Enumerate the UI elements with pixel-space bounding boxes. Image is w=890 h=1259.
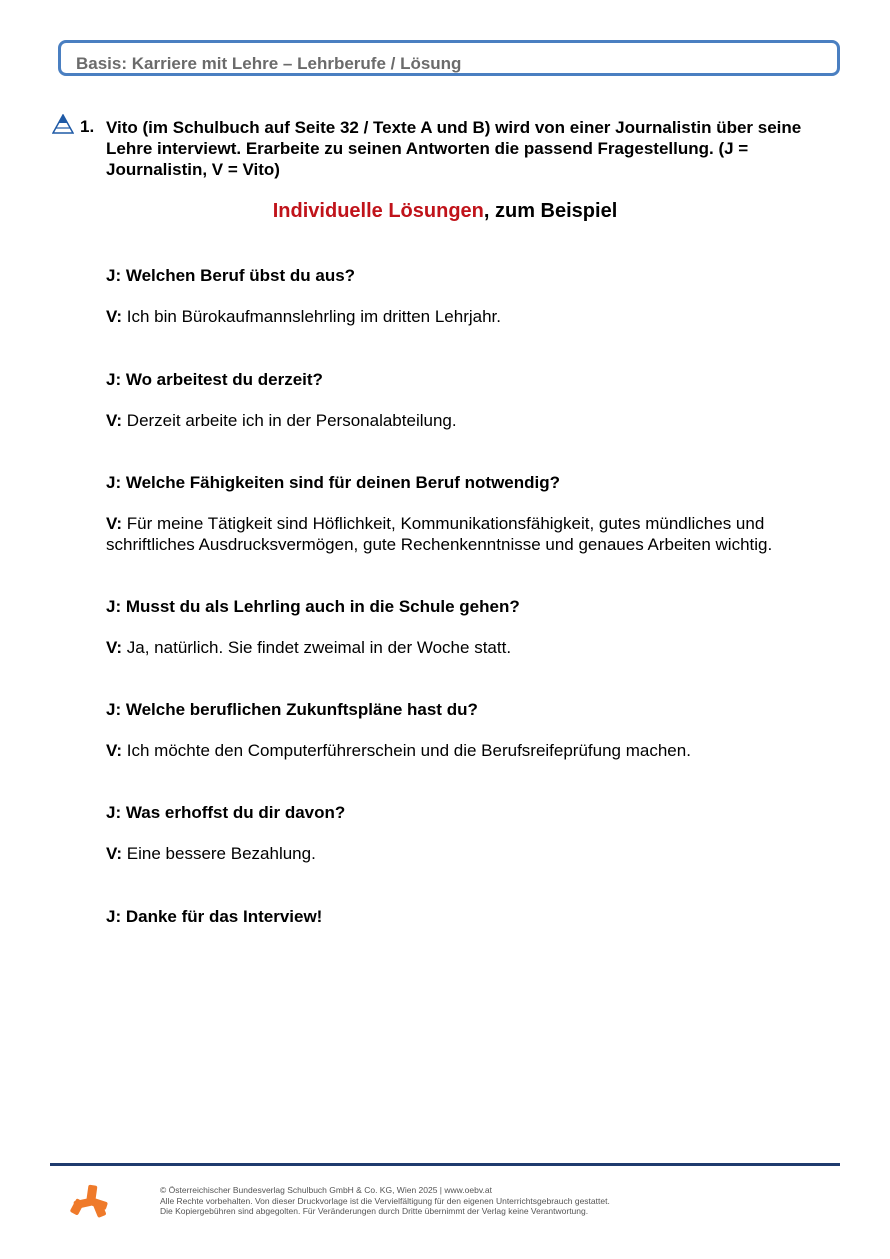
footer-line-3: Die Kopiergebühren sind abgegolten. Für Veränderungen durch Dritte übernimmt der Verlag keine Verantwortung. — [160, 1206, 589, 1216]
interview-question: J: Welchen Beruf übst du aus? — [106, 266, 356, 285]
answer-speaker: V: — [106, 638, 123, 657]
footer-divider — [50, 1163, 840, 1166]
answer-speaker: V: — [106, 514, 123, 533]
interview-question: J: Welche beruflichen Zukunftspläne hast du? — [106, 700, 478, 719]
answer-text: Ich bin Bürokaufmannslehrling im dritten Lehrjahr. — [122, 307, 501, 326]
interview-closing: J: Danke für das Interview! — [106, 907, 323, 926]
publisher-logo-icon — [70, 1183, 110, 1223]
answer-text: Ich möchte den Computerführerschein und die Berufsreifeprüfung machen. — [122, 741, 691, 760]
answer-speaker: V: — [106, 307, 123, 326]
interview-answer — [106, 843, 846, 864]
interview-question: J: Wo arbeitest du derzeit? — [106, 370, 323, 389]
interview-answer — [106, 410, 846, 431]
answer-text: Ja, natürlich. Sie findet zweimal in der Woche statt. — [122, 638, 512, 657]
dialog-item — [106, 472, 846, 555]
answer-text: Derzeit arbeite ich in der Personalabteilung. — [122, 411, 457, 430]
dialog-item — [106, 596, 846, 658]
solution-subheading — [0, 200, 890, 223]
interview-answer — [106, 306, 846, 327]
interview-question: J: Was erhoffst du dir davon? — [106, 803, 346, 822]
page-title: Basis: Karriere mit Lehre – Lehrberufe / Lösung — [76, 54, 462, 73]
header-box — [58, 40, 840, 76]
footer-line-1: © Österreichischer Bundesverlag Schulbuch GmbH & Co. KG, Wien 2025 | www.oebv.at — [160, 1185, 492, 1195]
task-instruction: Vito (im Schulbuch auf Seite 32 / Texte A und B) wird von einer Journalistin über seine Lehre interviewt. Erarbeite zu seinen Antworten die passend Fragestellung. (J = Journalistin, V = Vito) — [106, 118, 802, 179]
subheading-rest: , zum Beispiel — [483, 200, 618, 222]
answer-text: Eine bessere Bezahlung. — [122, 844, 316, 863]
dialog-item — [106, 265, 846, 327]
answer-speaker: V: — [106, 741, 123, 760]
dialog-item — [106, 699, 846, 761]
task-number: 1. — [80, 117, 95, 136]
interview-answer — [106, 637, 846, 658]
level-triangle-icon — [52, 114, 74, 134]
dialog-item — [106, 802, 846, 864]
dialog-item — [106, 369, 846, 431]
subheading-highlight: Individuelle Lösungen — [272, 200, 484, 222]
interview-question: J: Musst du als Lehrling auch in die Schule gehen? — [106, 597, 520, 616]
interview-question: J: Welche Fähigkeiten sind für deinen Beruf notwendig? — [106, 473, 561, 492]
footer-line-2: Alle Rechte vorbehalten. Von dieser Druckvorlage ist die Vervielfältigung für den eigenen Unterrichtsgebrauch gestattet. — [160, 1195, 610, 1206]
answer-speaker: V: — [106, 844, 123, 863]
interview-answer — [106, 740, 846, 761]
interview-answer — [106, 513, 846, 555]
answer-text: Für meine Tätigkeit sind Höflichkeit, Kommunikationsfähigkeit, gutes mündliches und schriftliches Ausdrucksvermögen, gute Rechenkenntnisse und genaues Arbeiten wichtig. — [106, 514, 773, 554]
answer-speaker: V: — [106, 411, 123, 430]
footer-copyright — [160, 1185, 820, 1217]
